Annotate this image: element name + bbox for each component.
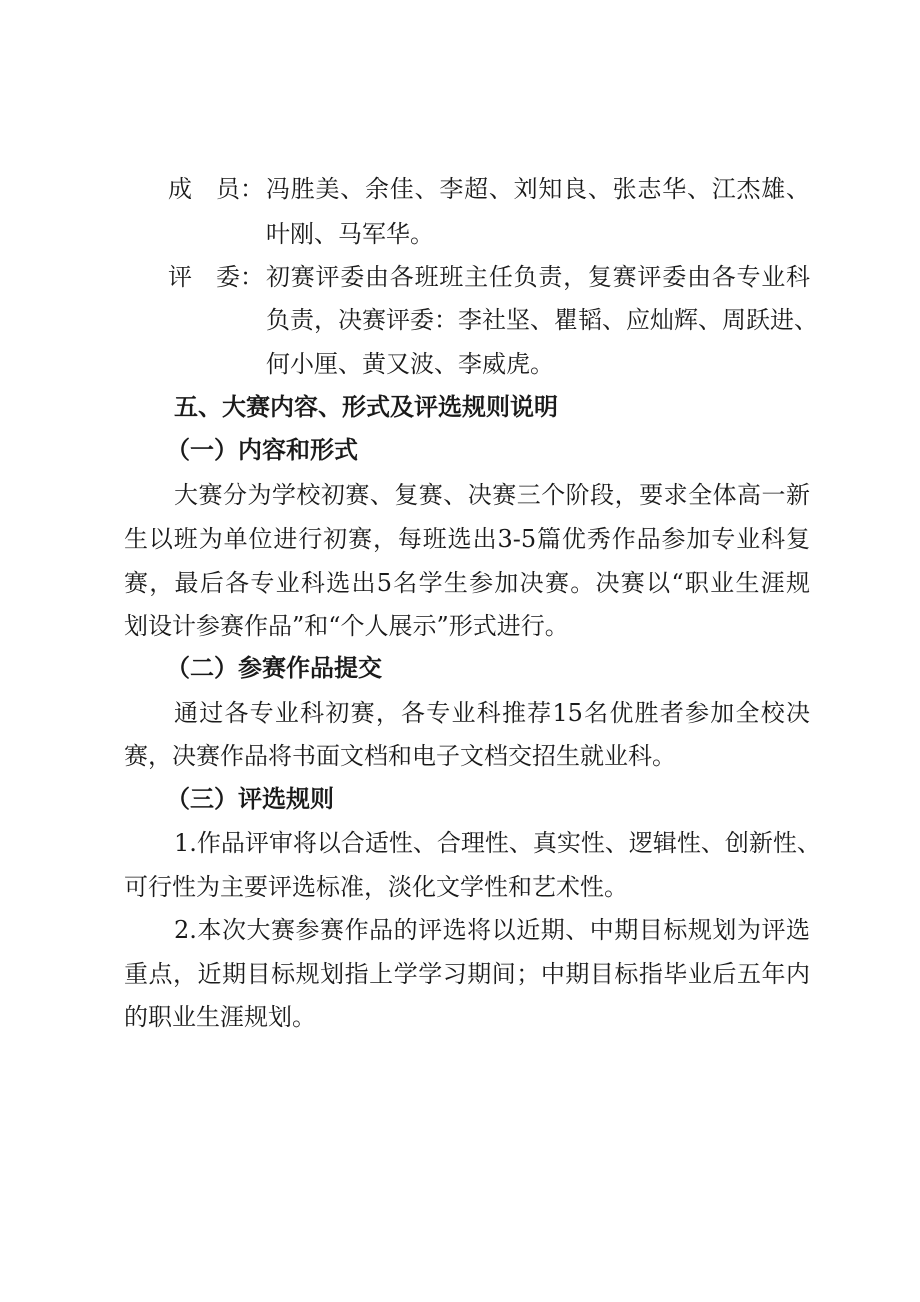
rule-1-line-1: 1.作品评审将以合适性、合理性、真实性、逻辑性、创新性、: [174, 829, 821, 857]
judges-line-3: 何小厘、黄又波、李威虎。: [266, 350, 554, 378]
subsection-1-line-2: 生以班为单位进行初赛，每班选出3-5篇优秀作品参加专业科复: [124, 525, 810, 553]
subsection-2-line-1: 通过各专业科初赛，各专业科推荐15名优胜者参加全校决: [174, 699, 810, 727]
members-line-1: 冯胜美、余佳、李超、刘知良、张志华、江杰雄、: [266, 175, 810, 203]
judges-line-1: 初赛评委由各班班主任负责，复赛评委由各专业科: [266, 263, 810, 291]
subsection-1-line-4: 划设计参赛作品”和“个人展示”形式进行。: [124, 612, 569, 640]
members-line-2: 叶刚、马军华。: [266, 220, 434, 248]
rule-2-line-3: 的职业生涯规划。: [124, 1003, 316, 1031]
subsection-3-heading: （三）评选规则: [166, 785, 334, 813]
subsection-2-heading: （二）参赛作品提交: [166, 654, 382, 682]
judges-line-2: 负责，决赛评委：李社坚、瞿韬、应灿辉、周跃进、: [266, 306, 818, 334]
rule-2-line-1: 2.本次大赛参赛作品的评选将以近期、中期目标规划为评选: [174, 916, 810, 944]
members-label: 成 员：: [168, 175, 264, 203]
judges-label: 评 委：: [168, 263, 264, 291]
subsection-2-line-2: 赛，决赛作品将书面文档和电子文档交招生就业科。: [124, 742, 676, 770]
rule-1-line-2: 可行性为主要评选标准，淡化文学性和艺术性。: [124, 873, 628, 901]
subsection-1-heading: （一）内容和形式: [166, 436, 358, 464]
subsection-1-line-3: 赛，最后各专业科选出5名学生参加决赛。决赛以“职业生涯规: [124, 569, 810, 597]
rule-2-line-2: 重点，近期目标规划指上学学习期间；中期目标指毕业后五年内: [124, 960, 810, 988]
section-heading: 五、大赛内容、形式及评选规则说明: [174, 393, 558, 421]
subsection-1-line-1: 大赛分为学校初赛、复赛、决赛三个阶段，要求全体高一新: [174, 481, 810, 509]
